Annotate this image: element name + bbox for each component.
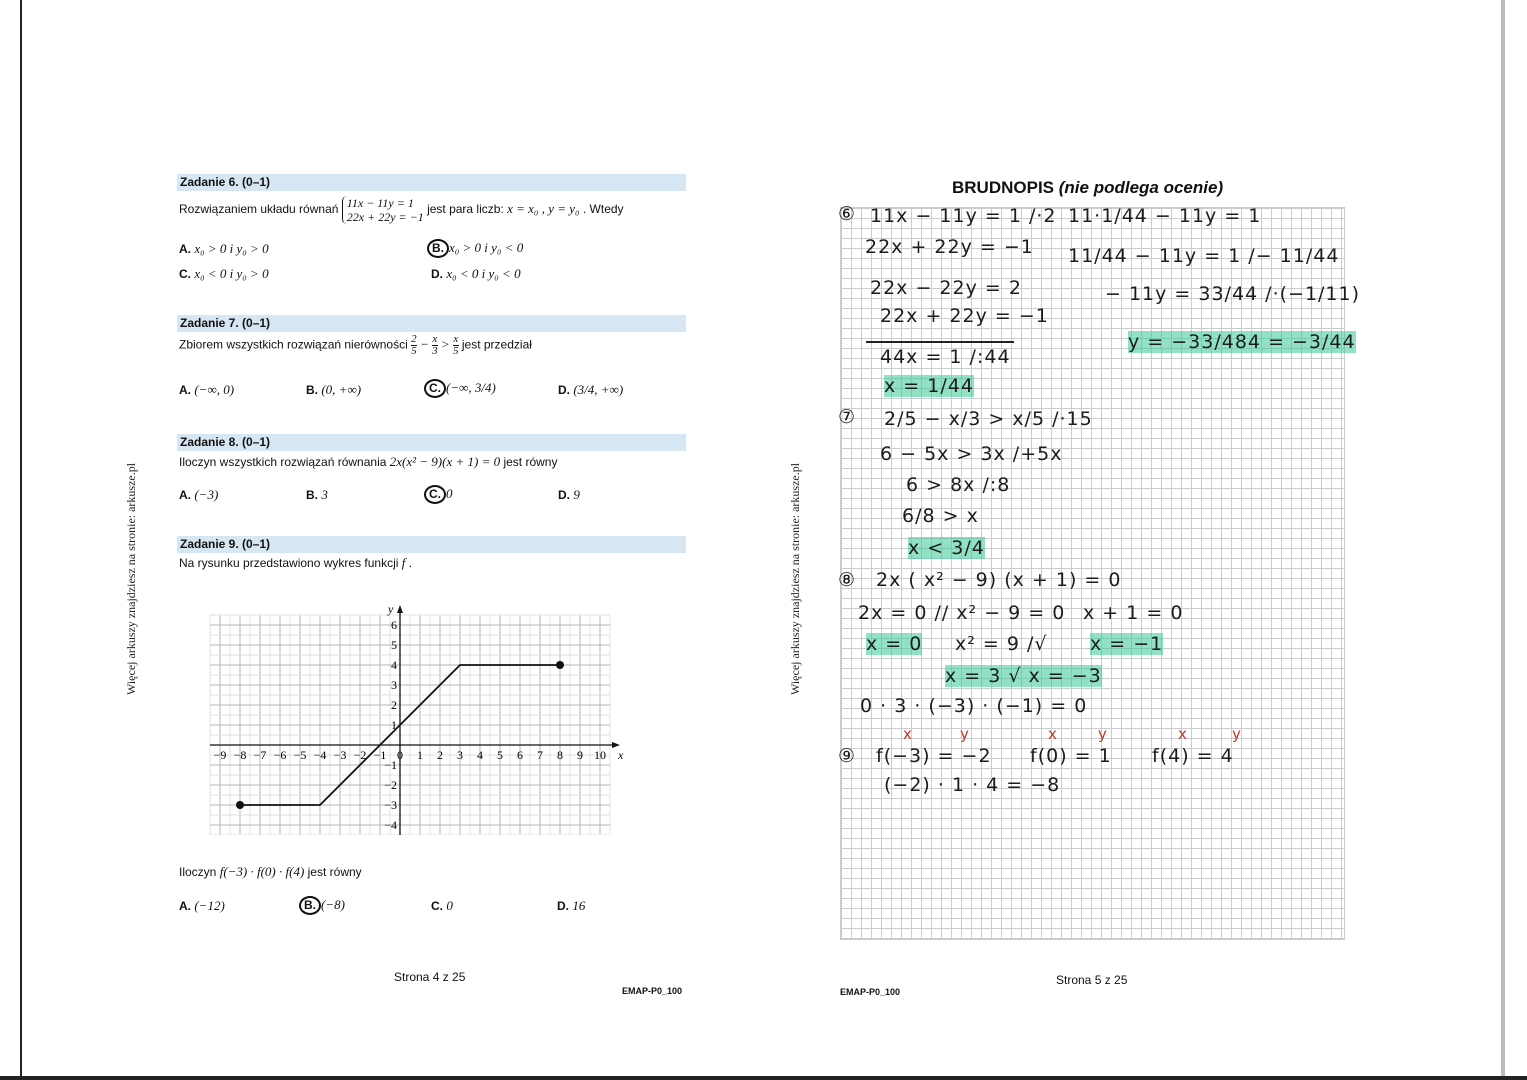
task7-answer-a[interactable]: A. (−∞, 0) [179, 382, 235, 397]
hw-task6-number: ⑥ [838, 203, 857, 225]
hw-t7-l2: 6 − 5x > 3x /+5x [880, 443, 1063, 465]
x-tick-label: −9 [213, 748, 227, 762]
exam-code-left: EMAP-P0_100 [622, 986, 683, 996]
x-tick-label: −1 [373, 748, 387, 762]
hw-t9-l1: f(−3) = −2 [876, 745, 992, 767]
x-tick-label: −4 [313, 748, 327, 762]
hw-t6-r3: − 11y = 33/44 /·(−1/11) [1105, 283, 1361, 305]
hw-t6-l2: 22x + 22y = −1 [865, 236, 1034, 258]
task7-answer-c[interactable]: C. (−∞, 3/4) [424, 379, 496, 398]
task6-header: Zadanie 6. (0–1) [177, 174, 686, 191]
y-tick-label: 6 [391, 618, 397, 632]
hw-t8-l3: x + 1 = 0 [1083, 602, 1184, 624]
hw-t8-l1: 2x ( x² − 9) (x + 1) = 0 [876, 569, 1122, 591]
y-tick-label: 1 [391, 718, 397, 732]
y-tick-label: −1 [384, 758, 397, 772]
task6-answer-d[interactable]: D. x₀ < 0 i y₀ < 0 [431, 266, 521, 281]
function-graph [200, 585, 660, 835]
y-axis-arrow [397, 605, 403, 613]
task6-answer-a[interactable]: A. x₀ > 0 i y₀ > 0 [179, 241, 269, 256]
hw-t8-l6: x = −1 [1090, 633, 1164, 655]
task8-answer-a[interactable]: A. (−3) [179, 487, 219, 502]
graph-axes [210, 605, 620, 835]
hw-t6-l6: x = 1/44 [884, 375, 974, 397]
scan-edge-right [1501, 0, 1505, 1080]
endpoint-dot [556, 661, 564, 669]
hw-t9-mark-y1: y [960, 725, 970, 743]
graph-tick-labels [214, 602, 624, 832]
scratch-title: BRUDNOPIS (nie podlega ocenie) [952, 178, 1224, 197]
hw-t9-mark-x1: x [903, 725, 913, 743]
x-tick-label: 6 [517, 748, 523, 762]
page-footer-left: Strona 4 z 25 [394, 970, 466, 984]
y-axis-label: y [388, 602, 394, 616]
scan-edge-left [20, 0, 22, 1080]
hw-t6-l1: 11x − 11y = 1 /·2 [870, 205, 1057, 227]
task9-answer-c[interactable]: C. 0 [431, 898, 453, 913]
y-tick-label: 5 [391, 638, 397, 652]
task9-product: Iloczyn f(−3) · f(0) · f(4) jest równy [179, 864, 362, 879]
x-tick-label: 0 [397, 748, 403, 762]
x-axis-label: x [618, 748, 624, 762]
hw-t8-l8: 0 · 3 · (−3) · (−1) = 0 [860, 695, 1088, 717]
hw-t6-r4: y = −33/484 = −3/44 [1128, 331, 1356, 353]
task6-answer-c[interactable]: C. x₀ < 0 i y₀ > 0 [179, 266, 269, 281]
task9-answer-d[interactable]: D. 16 [557, 898, 586, 913]
task6-answer-b[interactable]: B. x₀ > 0 i y₀ < 0 [427, 239, 523, 258]
task8-answer-b[interactable]: B. 3 [306, 487, 328, 502]
task8-answer-d[interactable]: D. 9 [558, 487, 580, 502]
page-footer-right: Strona 5 z 25 [1056, 973, 1128, 987]
hw-t6-l3: 22x − 22y = 2 [870, 277, 1022, 299]
task7-answer-d[interactable]: D. (3/4, +∞) [558, 382, 624, 397]
x-tick-label: 8 [557, 748, 563, 762]
hw-t9-mark-x2: x [1048, 725, 1058, 743]
hw-t7-l1: 2/5 − x/3 > x/5 /·15 [884, 408, 1093, 430]
hw-t7-l5: x < 3/4 [908, 537, 985, 559]
y-tick-label: −2 [384, 778, 397, 792]
x-tick-label: 2 [437, 748, 443, 762]
task8-answer-c[interactable]: C. 0 [424, 485, 453, 504]
hw-t9-l4: (−2) · 1 · 4 = −8 [884, 774, 1061, 796]
x-tick-label: 9 [577, 748, 583, 762]
hw-task9-number: ⑨ [838, 745, 857, 767]
hw-t9-mark-x3: x [1178, 725, 1188, 743]
x-tick-label: −5 [293, 748, 307, 762]
hw-task7-number: ⑦ [838, 406, 857, 428]
scan-edge-bottom [0, 1076, 1527, 1080]
hw-t9-l3: f(4) = 4 [1152, 745, 1234, 767]
hw-t9-l2: f(0) = 1 [1030, 745, 1112, 767]
task7-question: Zbiorem wszystkich rozwiązań nierówności $\frac{2}{5}$ − $\frac{x}{3}$ > $\frac{x}{5}$ jest przedział [179, 333, 532, 357]
hw-t8-l7: x = 3 √ x = −3 [945, 665, 1102, 687]
y-tick-label: 2 [391, 698, 397, 712]
hw-t6-l4: 22x + 22y = −1 [880, 305, 1049, 327]
hw-t8-l4: x = 0 [866, 633, 923, 655]
x-tick-label: 3 [457, 748, 463, 762]
endpoint-dot [236, 801, 244, 809]
x-tick-label: 7 [537, 748, 543, 762]
hw-t9-mark-y2: y [1098, 725, 1108, 743]
hw-t9-mark-y3: y [1232, 725, 1242, 743]
hw-t7-l4: 6/8 > x [902, 505, 979, 527]
hw-task8-number: ⑧ [838, 569, 857, 591]
side-note-left: Więcej arkuszy znajdziesz na stronie: arkusze.pl [124, 462, 138, 695]
task9-header: Zadanie 9. (0–1) [177, 536, 686, 553]
x-tick-label: 1 [417, 748, 423, 762]
task9-answer-b[interactable]: B. (−8) [299, 896, 345, 915]
hw-t6-sum-line [866, 341, 1014, 343]
x-tick-label: −3 [333, 748, 347, 762]
x-tick-label: −2 [353, 748, 367, 762]
task9-question: Na rysunku przedstawiono wykres funkcji f . [179, 555, 413, 570]
y-tick-label: 4 [391, 658, 397, 672]
y-tick-label: −4 [384, 818, 397, 832]
x-tick-label: 10 [594, 748, 606, 762]
x-tick-label: −7 [253, 748, 267, 762]
task8-question: Iloczyn wszystkich rozwiązań równania 2x(x² − 9)(x + 1) = 0 jest równy [179, 454, 558, 469]
task8-header: Zadanie 8. (0–1) [177, 434, 686, 451]
hw-t6-r2: 11/44 − 11y = 1 /− 11/44 [1068, 245, 1340, 267]
x-tick-label: −8 [233, 748, 247, 762]
hw-t6-r1: 11·1/44 − 11y = 1 [1068, 205, 1262, 227]
equation-system: 11x − 11y = 1 22x + 22y = −1 [342, 196, 424, 224]
exam-code-right: EMAP-P0_100 [840, 987, 901, 997]
y-tick-label: 3 [391, 678, 397, 692]
x-tick-label: −6 [273, 748, 287, 762]
hw-t6-l5: 44x = 1 /:44 [880, 346, 1011, 368]
hw-t8-l2: 2x = 0 // x² − 9 = 0 [858, 602, 1066, 624]
side-note-right: Więcej arkuszy znajdziesz na stronie: arkusze.pl [788, 462, 802, 695]
task9-answer-a[interactable]: A. (−12) [179, 898, 225, 913]
task7-header: Zadanie 7. (0–1) [177, 315, 686, 332]
hw-t8-l5: x² = 9 /√ [955, 633, 1048, 655]
task6-question: Rozwiązaniem układu równań 11x − 11y = 1 22x + 22y = −1 jest para liczb: x = x₀ , y = y₀ . Wtedy [179, 196, 624, 224]
hw-t7-l3: 6 > 8x /:8 [906, 474, 1011, 496]
task7-answer-b[interactable]: B. (0, +∞) [306, 382, 362, 397]
x-tick-label: 4 [477, 748, 483, 762]
x-tick-label: 5 [497, 748, 503, 762]
graph-grid [210, 615, 610, 835]
y-tick-label: −3 [384, 798, 397, 812]
